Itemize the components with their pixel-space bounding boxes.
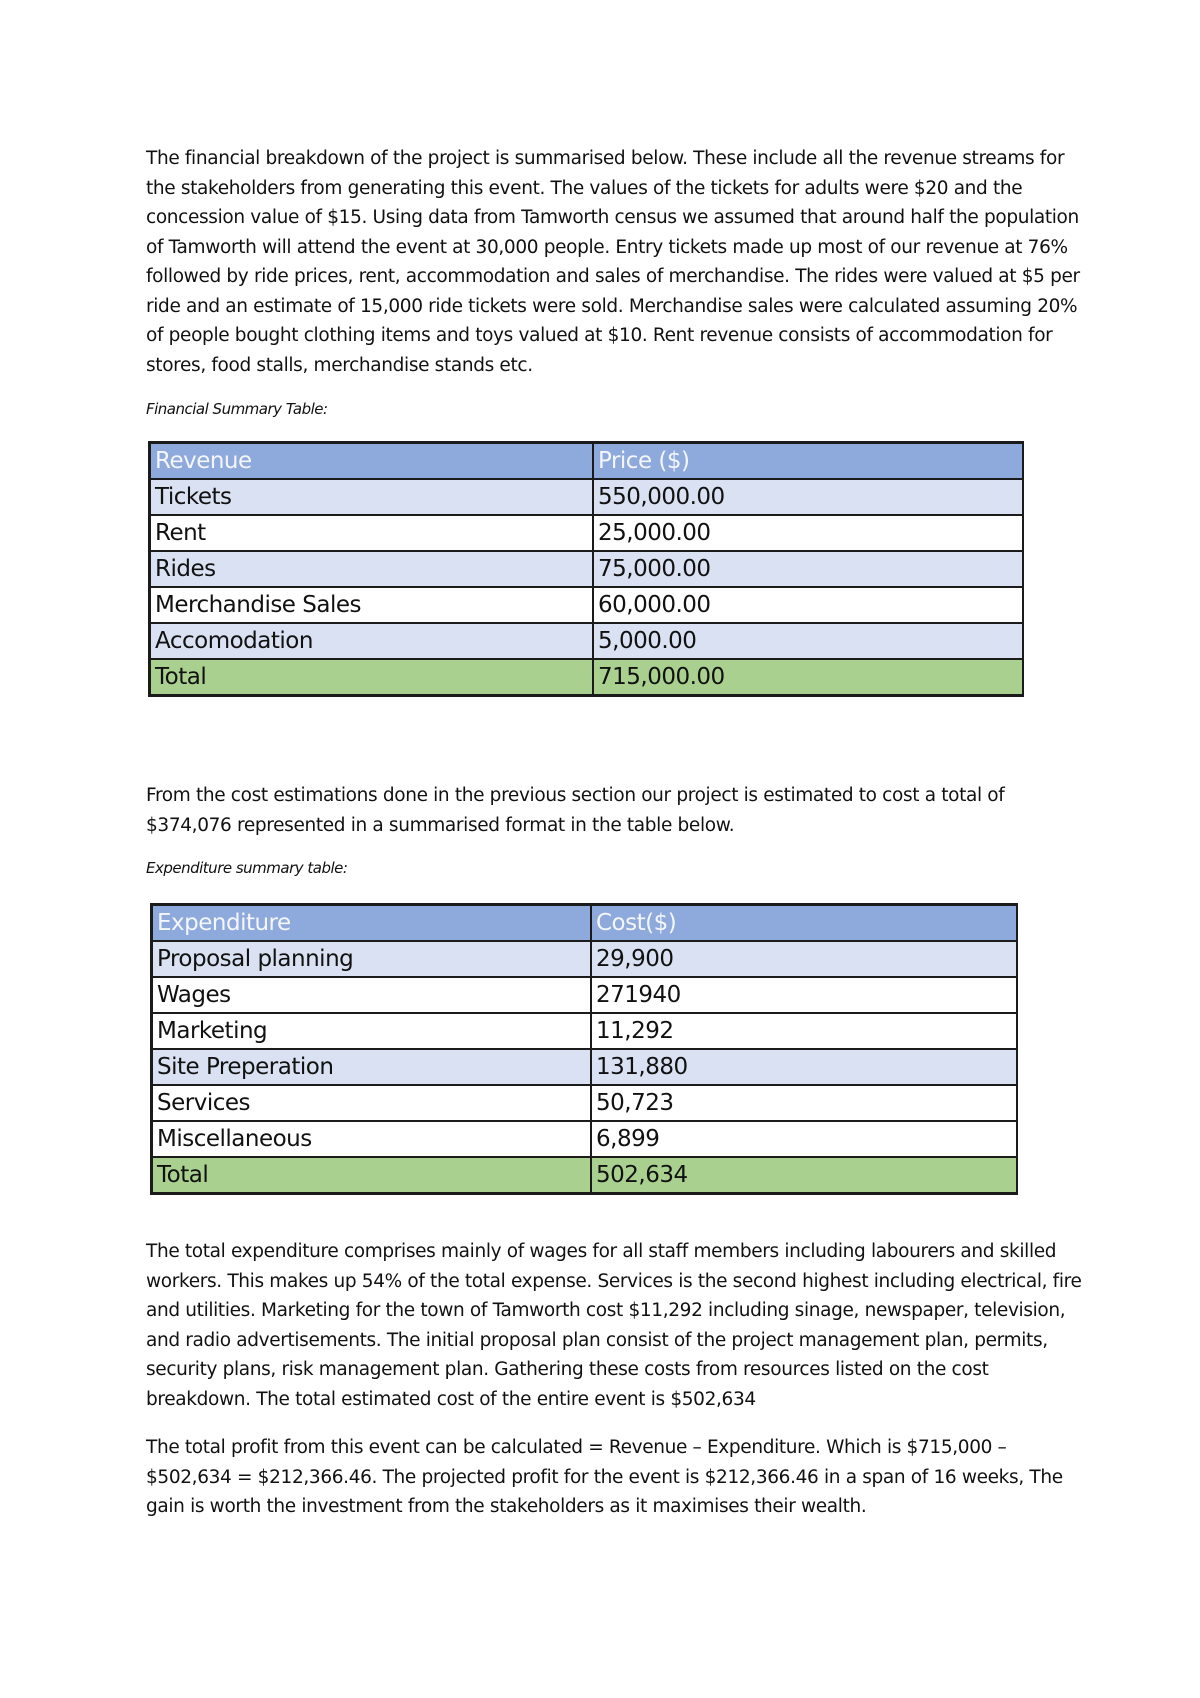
- table-row: [152, 941, 1018, 977]
- table-row: [150, 587, 1024, 623]
- row-value: 50,723: [591, 1085, 1017, 1121]
- expenditure-notes-paragraph: The total expenditure comprises mainly of wages for all staff members including labourers and skilled workers. This makes up 54% of the total expense. Services is the second highest including electrical, fire and utilities. Marketing for the town of Tamworth cost $11,292 including sinage, newspaper, television, and radio advertisements. The initial proposal plan consist of the project management plan, permits, security plans, risk management plan. Gathering these costs from resources listed on the cost breakdown. The total estimated cost of the entire event is $502,634: [146, 1241, 1082, 1410]
- table-row: [150, 623, 1024, 659]
- revenue-table-caption: Financial Summary Table:: [146, 400, 328, 418]
- table-row: [150, 551, 1024, 587]
- row-label: Site Preperation: [152, 1049, 592, 1085]
- row-value: 25,000.00: [593, 515, 1023, 551]
- row-label: Accomodation: [150, 623, 594, 659]
- expenditure-table-caption: Expenditure summary table:: [146, 859, 348, 877]
- table-header-row: [150, 443, 1024, 480]
- intro-paragraph: The financial breakdown of the project is summarised below. These include all the revenue streams for the stakeholders from generating this event. The values of the tickets for adults were $20 and the concession value of $15. Using data from Tamworth census we assumed that around half the population of Tamworth will attend the event at 30,000 people. Entry tickets made up most of our revenue at 76% followed by ride prices, rent, accommodation and sales of merchandise. The rides were valued at $5 per ride and an estimate of 15,000 ride tickets were sold. Merchandise sales were calculated assuming 20% of people bought clothing items and toys valued at $10. Rent revenue consists of accommodation for stores, food stalls, merchandise stands etc.: [146, 148, 1080, 376]
- row-value: 11,292: [591, 1013, 1017, 1049]
- table-row: [152, 977, 1018, 1013]
- row-label: Proposal planning: [152, 941, 592, 977]
- table-total-row: [152, 1157, 1018, 1194]
- profit-paragraph: The total profit from this event can be calculated = Revenue – Expenditure. Which is $715,000 – $502,634 = $212,366.46. The projected profit for the event is $212,366.46 in a span of 16 weeks, The gain is worth the investment from the stakeholders as it maximises their wealth.: [146, 1437, 1063, 1517]
- row-label: Rent: [150, 515, 594, 551]
- row-value: 75,000.00: [593, 551, 1023, 587]
- table-row: [150, 479, 1024, 515]
- table-row: [152, 1085, 1018, 1121]
- table-row: [152, 1121, 1018, 1157]
- row-label: Rides: [150, 551, 594, 587]
- row-label: Merchandise Sales: [150, 587, 594, 623]
- row-label: Miscellaneous: [152, 1121, 592, 1157]
- header-cell: Price ($): [593, 443, 1023, 480]
- table-row: [152, 1013, 1018, 1049]
- row-value: 131,880: [591, 1049, 1017, 1085]
- row-value: 6,899: [591, 1121, 1017, 1157]
- total-label: Total: [150, 659, 594, 696]
- row-value: 550,000.00: [593, 479, 1023, 515]
- table-row: [150, 515, 1024, 551]
- row-label: Services: [152, 1085, 592, 1121]
- table-row: [152, 1049, 1018, 1085]
- row-value: 5,000.00: [593, 623, 1023, 659]
- total-label: Total: [152, 1157, 592, 1194]
- expenditure-table: [150, 903, 1018, 1195]
- row-label: Wages: [152, 977, 592, 1013]
- row-value: 29,900: [591, 941, 1017, 977]
- row-label: Tickets: [150, 479, 594, 515]
- header-cell: Cost($): [591, 905, 1017, 942]
- table-header-row: [152, 905, 1018, 942]
- table-total-row: [150, 659, 1024, 696]
- row-value: 60,000.00: [593, 587, 1023, 623]
- header-cell: Expenditure: [152, 905, 592, 942]
- row-value: 271940: [591, 977, 1017, 1013]
- row-label: Marketing: [152, 1013, 592, 1049]
- header-cell: Revenue: [150, 443, 594, 480]
- total-value: 715,000.00: [593, 659, 1023, 696]
- revenue-table: [148, 441, 1024, 697]
- total-value: 502,634: [591, 1157, 1017, 1194]
- cost-intro-paragraph: From the cost estimations done in the previous section our project is estimated to cost a total of $374,076 represented in a summarised format in the table below.: [146, 785, 1005, 836]
